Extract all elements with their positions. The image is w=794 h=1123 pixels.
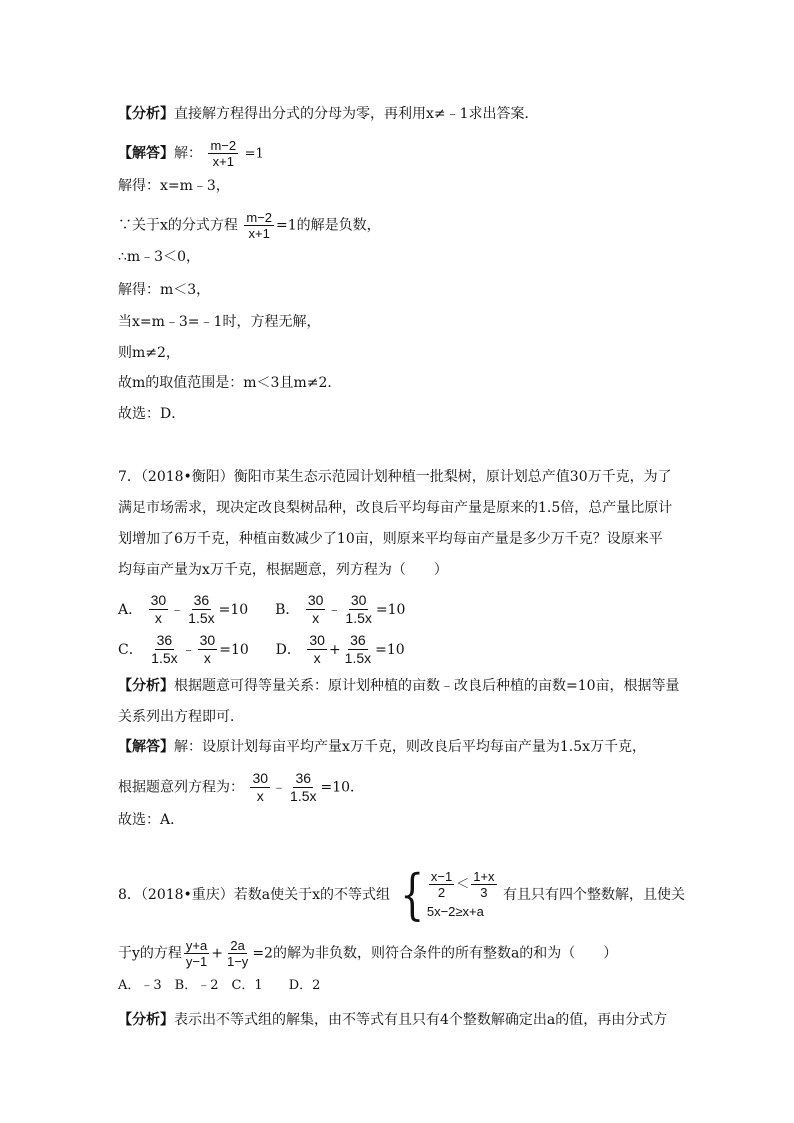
analysis-tag: 【分析】: [118, 1012, 174, 1028]
numerator: m−2: [246, 210, 273, 225]
numerator: 30: [199, 632, 216, 648]
option-label: B．: [275, 601, 300, 618]
operator: ﹣: [272, 779, 287, 796]
rhs: =10: [219, 641, 249, 658]
denominator: 3: [480, 884, 488, 900]
fraction: [250, 770, 270, 805]
denominator: x: [312, 610, 320, 626]
option-a: [118, 592, 253, 626]
denominator: 1.5x: [345, 610, 372, 626]
q7-stem-2: 满足市场需求，现决定改良梨树品种，改良后平均每亩产量是原来的1.5倍，总产量比原计: [118, 500, 673, 516]
q6-line-9: 故m的取值范围是：m＜3且m≠2．: [118, 375, 342, 391]
denominator: x: [203, 650, 211, 666]
q7-answer-3: 故选：A．: [118, 812, 185, 828]
numerator: 36: [193, 592, 210, 608]
inequality-1: [427, 869, 499, 900]
text: 8．（2018•重庆）若数a使关于x的不等式组: [118, 887, 391, 903]
numerator: 30: [350, 592, 367, 608]
q7-answer-1: [118, 737, 646, 757]
q7-answer-2: [118, 770, 364, 805]
numerator: 2a: [230, 938, 245, 953]
rhs: =10: [375, 641, 405, 658]
fraction: [288, 770, 318, 805]
option-c: [118, 632, 253, 666]
inequality-2: 5x−2≥x+a: [426, 903, 484, 919]
brace-icon: {: [399, 863, 424, 926]
numerator: y+a: [185, 938, 208, 953]
option-label: C．: [118, 641, 143, 658]
denominator: 1.5x: [151, 650, 178, 666]
fraction: [225, 938, 250, 969]
fraction: [149, 632, 179, 667]
rhs: =10: [218, 601, 249, 618]
text: 有且只有四个整数解，且使关: [502, 887, 685, 903]
operator: ﹣: [181, 641, 196, 658]
fraction: [429, 869, 454, 900]
numerator: m−2: [210, 138, 237, 153]
numerator: 1+x: [473, 868, 495, 884]
analysis-text: 表示出不等式组的解集，由不等式有且只有4个整数解确定出a的值，再由分式方: [174, 1012, 668, 1028]
denominator: 2: [437, 884, 446, 900]
q8-stem-1: [118, 863, 685, 926]
fraction: [184, 938, 209, 969]
numerator: 36: [295, 770, 312, 786]
text: =1的解是负数，: [276, 217, 381, 234]
operator: ﹣: [327, 601, 342, 618]
option-d: [275, 632, 405, 666]
rhs: =10．: [320, 779, 365, 796]
numerator: 30: [309, 632, 325, 648]
denominator: 1−y: [226, 954, 249, 969]
fraction: [198, 632, 218, 667]
operator: ﹣: [170, 601, 185, 618]
text: 的解为非负数，则符合条件的所有整数a的和为（ ）: [272, 945, 618, 962]
option-label: D．: [275, 641, 301, 658]
denominator: x: [313, 650, 321, 666]
text: 于y的方程: [118, 945, 182, 962]
numerator: 36: [156, 632, 173, 648]
option-b: [275, 592, 406, 626]
q6-line-10: 故选：D．: [118, 406, 186, 422]
text: 根据题意列方程为：: [118, 779, 244, 796]
numerator: 30: [252, 770, 269, 786]
fraction: [208, 138, 238, 169]
q6-line-7: 当x=m﹣3=﹣1时，方程无解，: [118, 314, 321, 330]
fraction: [186, 592, 216, 627]
analysis-tag: 【分析】: [118, 106, 174, 122]
denominator: 1.5x: [290, 788, 317, 804]
denominator: 1.5x: [344, 650, 372, 666]
q6-line-3: 解得：x=m﹣3，: [118, 178, 230, 194]
denominator: x: [256, 788, 264, 804]
fraction: [244, 210, 274, 241]
q7-stem-1: 7．（2018•衡阳）衡阳市某生态示范园计划种植一批梨树，原计划总产值30万千克，为了: [118, 469, 672, 485]
denominator: x+1: [248, 226, 270, 241]
fraction: [471, 869, 496, 900]
fraction: [307, 632, 327, 667]
analysis-tag: 【分析】: [118, 678, 174, 694]
q6-answer: [118, 138, 264, 169]
inequality-system: [395, 863, 499, 926]
operator: +: [328, 641, 341, 658]
operator: +: [211, 945, 223, 962]
q6-line-5: ∴m﹣3＜0，: [118, 249, 200, 265]
analysis-text: 根据题意可得等量关系：原计划种植的亩数﹣改良后种植的亩数=10亩，根据等量: [174, 678, 680, 694]
q7-options-ab: [118, 592, 405, 627]
text: ∵关于x的分式方程: [118, 217, 238, 234]
fraction: [343, 632, 373, 667]
numerator: 30: [150, 592, 167, 608]
analysis-text: 直接解方程得出分式的分母为零，再利用x≠﹣1求出答案．: [174, 106, 539, 122]
fraction: [149, 592, 169, 627]
answer-text: 解：设原计划每亩平均产量x万千克，则改良后平均每亩产量为1.5x万千克，: [174, 739, 647, 755]
answer-lead: 解：: [174, 145, 202, 162]
q6-line-4: [118, 210, 381, 241]
denominator: y−1: [185, 954, 208, 969]
q8-stem-2: [118, 938, 617, 969]
denominator: x+1: [212, 154, 234, 169]
numerator: x−1: [430, 868, 453, 884]
q7-stem-3: 划增加了6万千克，种植亩数减少了10亩，则原来平均每亩产量是多少万千克？设原来平: [118, 531, 663, 547]
numerator: 30: [307, 592, 324, 608]
q6-line-6: 解得：m＜3，: [118, 282, 211, 298]
q7-analysis-2: 关系列出方程即可．: [118, 709, 244, 725]
q6-line-8: 则m≠2，: [118, 345, 180, 361]
answer-tag: 【解答】: [118, 739, 174, 755]
q8-options: A．﹣3 B．﹣2 C．1 D．2: [118, 978, 321, 993]
q7-options-cd: [118, 632, 405, 667]
option-label: A．: [118, 601, 143, 618]
q7-stem-4: 均每亩产量为x万千克，根据题意，列方程为（ ）: [118, 562, 448, 578]
denominator: 1.5x: [188, 610, 215, 626]
operator: ＜: [456, 876, 470, 891]
q6-analysis: [118, 104, 539, 124]
rhs: =2: [252, 945, 273, 962]
q7-analysis-1: [118, 676, 680, 696]
rhs: =1: [244, 146, 264, 162]
numerator: 36: [350, 632, 366, 648]
fraction: [343, 592, 373, 627]
rhs: =10: [375, 601, 406, 618]
answer-tag: 【解答】: [118, 145, 174, 162]
fraction: [306, 592, 326, 627]
q8-analysis: [118, 1010, 667, 1030]
denominator: x: [154, 610, 162, 626]
